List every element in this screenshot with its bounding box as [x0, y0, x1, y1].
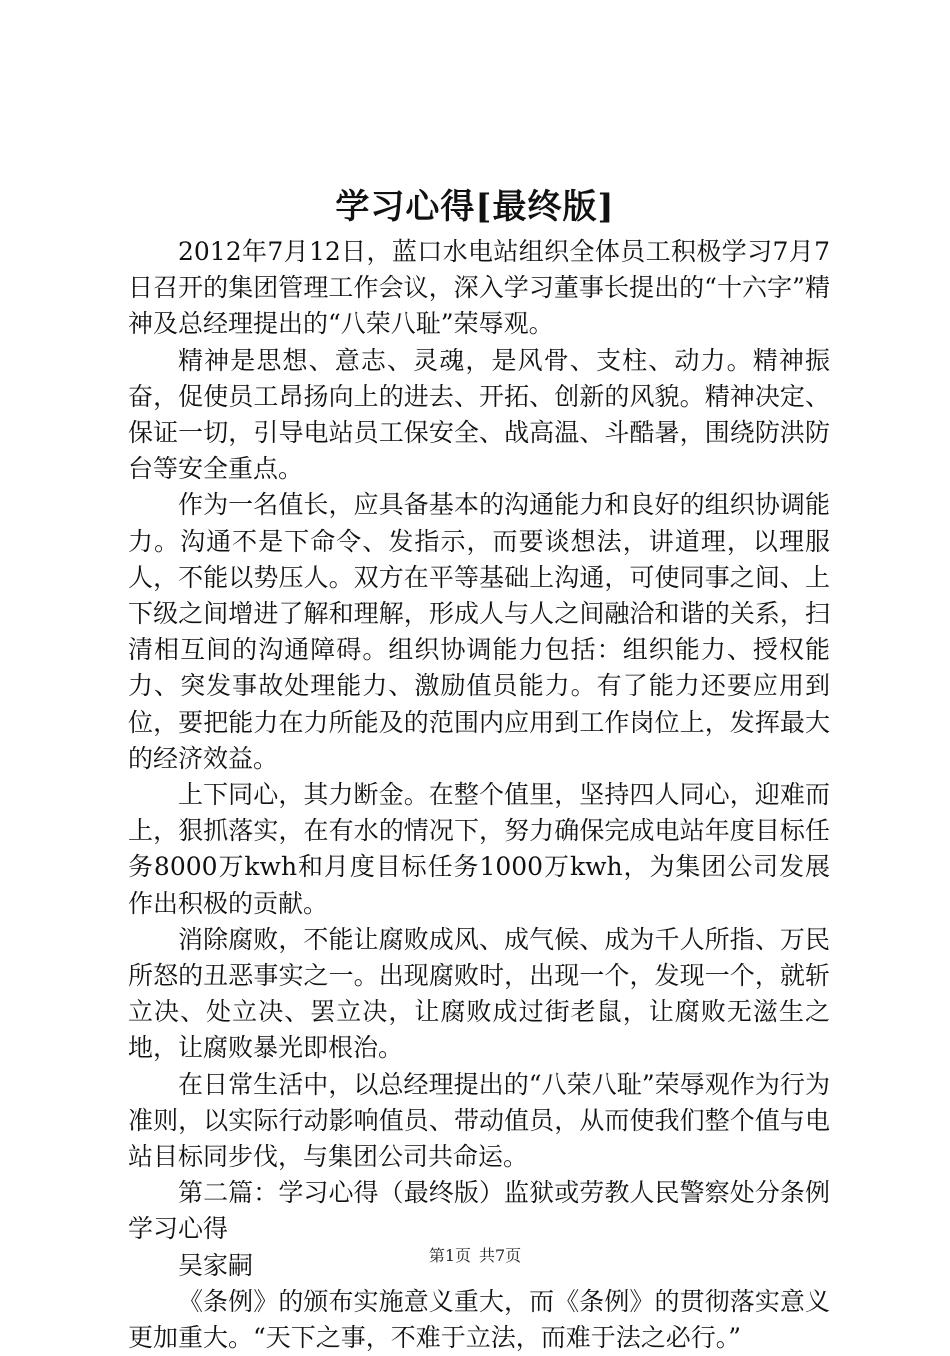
section-heading: 第二篇：学习心得（最终版）监狱或劳教人民警察处分条例学习心得	[128, 1178, 830, 1244]
page-footer	[0, 1244, 950, 1268]
paragraph: 作为一名值长，应具备基本的沟通能力和良好的组织协调能力。沟通不是下命令、发指示，而要谈想法，讲道理，以理服人，不能以势压人。双方在平等基础上沟通，可使同事之间、上下级之间增进了解和理解，形成人与人之间融洽和谐的关系，扫清相互间的沟通障碍。组织协调能力包括：组织能力、授权能力、突发事故处理能力、激励值员能力。有了能力还要应用到位，要把能力在力所能及的范围内应用到工作岗位上，发挥最大的经济效益。	[128, 490, 830, 773]
page-total: 共7页	[479, 1246, 522, 1265]
document-body	[128, 234, 830, 1356]
paragraph: 精神是思想、意志、灵魂，是风骨、支柱、动力。精神振奋，促使员工昂扬向上的进去、开拓、创新的风貌。精神决定、保证一切，引导电站员工保安全、战高温、斗酷暑，围绕防洪防台等安全重点。	[128, 345, 830, 484]
page-number: 第1页	[428, 1246, 471, 1265]
paragraph: 上下同心，其力断金。在整个值里，坚持四人同心，迎难而上，狠抓落实，在有水的情况下，努力确保完成电站年度目标任务8000万kwh和月度目标任务1000万kwh，为集团公司发展作出积极的贡献。	[128, 780, 830, 918]
paragraph: 在日常生活中，以总经理提出的“八荣八耻”荣辱观作为行为准则，以实际行动影响值员、带动值员，从而使我们整个值与电站目标同步伐，与集团公司共命运。	[128, 1069, 830, 1172]
document-title: 学习心得[最终版]	[335, 187, 615, 227]
author-name: 吴家嗣	[178, 1250, 254, 1280]
paragraph: 《条例》的颁布实施意义重大，而《条例》的贯彻落实意义更加重大。“天下之事，不难于立法，而难于法之必行。”	[128, 1286, 830, 1353]
paragraph: 消除腐败，不能让腐败成风、成气候、成为千人所指、万民所怒的丑恶事实之一。出现腐败时，出现一个，发现一个，就斩立决、处立决、罢立决，让腐败成过街老鼠，让腐败无滋生之地，让腐败暴光即根治。	[128, 924, 830, 1063]
paragraph: 2012年7月12日，蓝口水电站组织全体员工积极学习7月7日召开的集团管理工作会议，深入学习董事长提出的“十六字”精神及总经理提出的“八荣八耻”荣辱观。	[128, 237, 830, 339]
